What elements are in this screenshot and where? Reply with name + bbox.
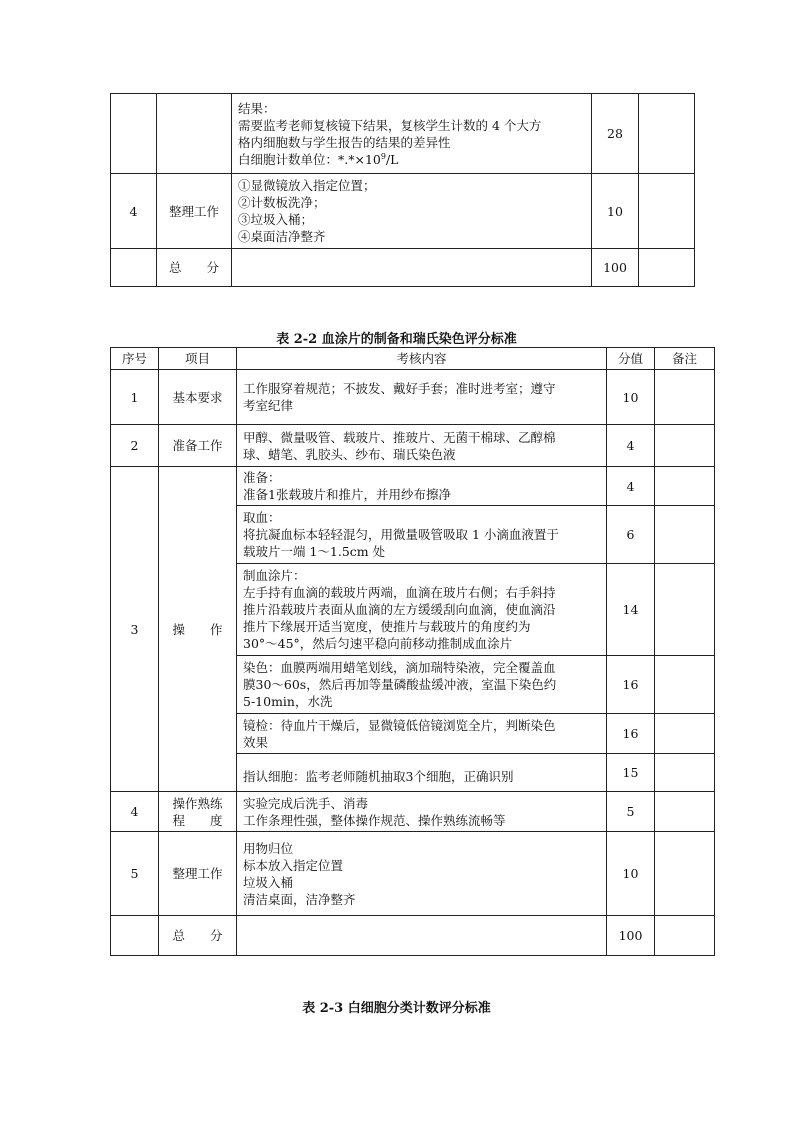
row-note [655,506,715,564]
row-content [237,370,607,425]
row-content [237,467,607,506]
content-line: 推片下缘展开适当宽度，使推片与载玻片的角度约为 [243,619,531,634]
row-note [655,564,715,656]
total-score: 100 [592,249,639,287]
row-content [237,425,607,467]
row-number: 4 [111,792,159,832]
content-line: 用物归位 [243,840,294,856]
content-line: 膜30～60s，然后再加等量磷酸盐缓冲液，室温下染色约 [243,677,557,692]
unit-prefix: 白细胞计数单位：*.*×10 [238,151,381,167]
item-line: 程 度 [172,812,223,828]
table-row [111,467,715,506]
content-line: 结果： [238,100,276,116]
row-content [232,174,592,249]
content-line: 格内细胞数与学生报告的结果的差异性 [238,134,451,150]
unit-exponent: 9 [380,151,386,161]
total-row [111,916,715,956]
header-cell: 序号 [111,348,159,370]
content-line: 准备： [243,470,281,485]
row-number: 4 [111,174,157,249]
content-line: 左手持有血滴的载玻片两端，血滴在玻片右侧；右手斜持 [243,585,556,600]
total-row [111,249,695,287]
content-line: 取血： [243,510,281,525]
row-score: 15 [607,754,655,792]
row-score: 16 [607,714,655,754]
row-score: 16 [607,656,655,714]
row-item: 准备工作 [159,425,237,467]
row-number [111,94,157,174]
row-number: 1 [111,370,159,425]
content-line: 需要监考老师复核镜下结果，复核学生计数的 4 个大方 [238,117,542,133]
content-line: ②计数板洗净； [238,195,326,210]
row-note [655,656,715,714]
row-item: 基本要求 [159,370,237,425]
content-line: 工作服穿着规范；不披发、戴好手套；准时进考室；遵守 [243,381,556,396]
header-row [111,348,715,370]
row-item: 整理工作 [159,832,237,916]
content-line: ③垃圾入桶； [238,212,314,227]
row-number: 5 [111,832,159,916]
total-label: 总 分 [157,249,232,287]
content-line: 推片沿载玻片表面从血滴的左方缓缓刮向血滴，使血滴沿 [243,602,556,617]
content-line: 载玻片一端 1～1.5cm 处 [243,544,386,559]
row-content [232,249,592,287]
row-number [111,249,157,287]
content-line: 标本放入指定位置 [243,857,344,873]
row-note [655,916,715,956]
row-score: 28 [592,94,639,174]
header-cell: 分值 [607,348,655,370]
content-line: 制血涂片： [243,568,306,583]
row-score: 6 [607,506,655,564]
row-number [111,916,159,956]
row-content [237,564,607,656]
total-label: 总 分 [159,916,237,956]
row-score: 10 [607,370,655,425]
content-line: 染色：血膜两端用蜡笔划线，滴加瑞特染液，完全覆盖血 [243,660,556,675]
row-note [655,754,715,792]
row-content [237,792,607,832]
row-score: 5 [607,792,655,832]
content-line: 清洁桌面，洁净整齐 [243,891,356,907]
header-cell: 考核内容 [237,348,607,370]
row-item: 操 作 [159,467,237,792]
table-row [111,832,715,916]
header-cell: 项目 [159,348,237,370]
row-content [237,714,607,754]
row-score: 14 [607,564,655,656]
table-row [111,370,715,425]
header-cell: 备注 [655,348,715,370]
row-content [232,94,592,174]
row-content [237,916,607,956]
table-caption: 表 2-2 血涂片的制备和瑞氏染色评分标准 [276,332,517,347]
content-line: 考室纪律 [243,398,294,413]
row-note [655,832,715,916]
content-line: 效果 [243,734,269,750]
row-note [655,792,715,832]
item-line: 操作熟练 [172,795,223,811]
table-row [111,425,715,467]
row-note [655,714,715,754]
row-note [655,467,715,506]
row-note [655,425,715,467]
content-line: 甲醇、微量吸管、载玻片、推玻片、无菌干棉球、乙醇棉 [243,429,556,445]
table-row [111,174,695,249]
row-note [639,249,695,287]
row-score: 4 [607,467,655,506]
total-score: 100 [607,916,655,956]
blood-smear-scoring-table [110,347,715,956]
row-score: 10 [592,174,639,249]
row-item: 整理工作 [157,174,232,249]
content-line: 镜检：待血片干燥后，显微镜低倍镜浏览全片，判断染色 [243,717,556,733]
unit-suffix: /L [385,151,399,167]
row-content [237,832,607,916]
scoring-table-continued [110,93,695,287]
table-caption: 表 2-3 白细胞分类计数评分标准 [302,1001,491,1016]
content-line: 垃圾入桶 [243,874,294,890]
row-content [237,754,607,792]
row-score: 4 [607,425,655,467]
row-number: 2 [111,425,159,467]
content-line: ①显微镜放入指定位置； [238,178,376,193]
row-item [159,792,237,832]
row-item [157,94,232,174]
row-content [237,656,607,714]
content-line: 工作条理性强，整体操作规范、操作熟练流畅等 [243,812,506,828]
content-line: 实验完成后洗手、消毒 [243,795,369,811]
content-line: ④桌面洁净整齐 [238,229,326,244]
row-note [639,94,695,174]
content-line: 球、蜡笔、乳胶头、纱布、瑞氏染色液 [243,446,456,462]
row-score: 10 [607,832,655,916]
row-note [655,370,715,425]
content-line: 指认细胞：监考老师随机抽取3个细胞，正确识别 [243,769,514,784]
table-row [111,792,715,832]
row-note [639,174,695,249]
content-line: 5-10min，水洗 [243,694,333,709]
table-row [111,94,695,174]
row-content [237,506,607,564]
unit-line [238,151,585,168]
content-line: 将抗凝血标本轻轻混匀，用微量吸管吸取 1 小滴血液置于 [243,527,559,542]
content-line: 30°～45°，然后匀速平稳向前移动推制成血涂片 [243,636,513,651]
row-number: 3 [111,467,159,792]
content-line: 准备1张载玻片和推片，并用纱布擦净 [243,487,451,502]
